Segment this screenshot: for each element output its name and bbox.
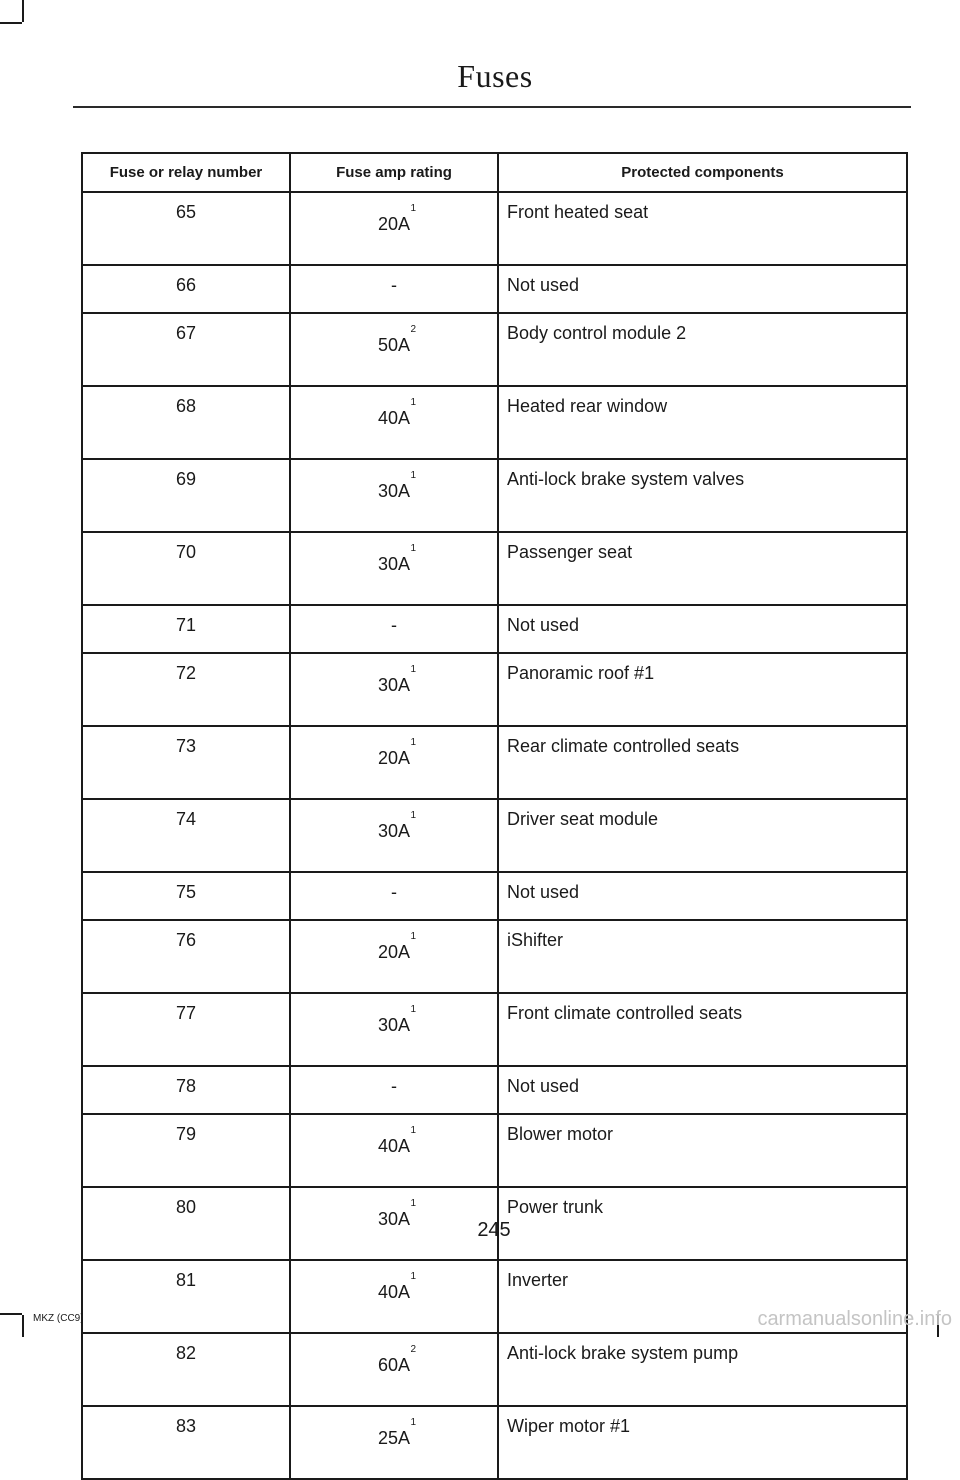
amp-rating-cell [290,459,498,532]
amp-rating-value [377,1417,417,1449]
amp-rating-text: 40A [377,408,411,428]
table-row [82,313,907,386]
fuse-number: 72 [82,653,290,726]
amp-rating-text: 20A [377,214,411,234]
table-row [82,265,907,313]
amp-rating-value [377,1344,417,1376]
table-row [82,920,907,993]
fuse-number: 66 [82,265,290,313]
footnote-marker: 1 [410,397,417,408]
fuse-number: 76 [82,920,290,993]
fuse-number: 79 [82,1114,290,1187]
table-row [82,872,907,920]
fuse-number: 75 [82,872,290,920]
table-row [82,1333,907,1406]
amp-rating-cell [290,192,498,265]
protected-component: iShifter [498,920,907,993]
amp-rating-text: - [391,275,397,295]
table-row [82,993,907,1066]
protected-component: Wiper motor #1 [498,1406,907,1479]
protected-component: Not used [498,605,907,653]
amp-rating-text: 30A [377,675,411,695]
amp-rating-text: 60A [377,1355,411,1375]
amp-rating-cell [290,1066,498,1114]
footnote-marker: 2 [410,1344,417,1355]
table-row [82,653,907,726]
amp-rating-cell [290,1114,498,1187]
amp-rating-value [377,1004,417,1036]
fuse-number: 77 [82,993,290,1066]
amp-rating-text: - [391,882,397,902]
protected-component: Heated rear window [498,386,907,459]
footnote-marker: 1 [410,470,417,481]
protected-component: Front heated seat [498,192,907,265]
footnote-marker: 1 [410,1125,417,1136]
amp-rating-value [377,1125,417,1157]
protected-component: Not used [498,265,907,313]
page-number: 245 [477,1219,511,1241]
amp-rating-text: 50A [377,335,411,355]
amp-rating-text: 30A [377,1015,411,1035]
protected-component: Not used [498,1066,907,1114]
table-row [82,1406,907,1479]
amp-rating-cell [290,532,498,605]
page-title: Fuses [457,58,533,94]
amp-rating-cell [290,872,498,920]
protected-component: Rear climate controlled seats [498,726,907,799]
protected-component: Front climate controlled seats [498,993,907,1066]
crop-mark [0,22,22,24]
table-row [82,1114,907,1187]
header-divider [73,106,911,108]
fuse-number: 78 [82,1066,290,1114]
footnote-marker: 2 [410,324,417,335]
amp-rating-value [377,664,417,696]
footnote-marker: 1 [410,1198,417,1209]
amp-rating-cell [290,1333,498,1406]
amp-rating-cell [290,799,498,872]
table-row [82,532,907,605]
table-row [82,605,907,653]
footnote-marker: 1 [410,737,417,748]
fuse-number: 83 [82,1406,290,1479]
protected-component: Passenger seat [498,532,907,605]
amp-rating-cell [290,920,498,993]
fuse-table [81,152,908,1480]
protected-component: Not used [498,872,907,920]
fuse-number: 69 [82,459,290,532]
amp-rating-value [377,810,417,842]
footnote-marker: 1 [410,1004,417,1015]
table-row [82,799,907,872]
amp-rating-cell [290,993,498,1066]
fuse-table-body [82,192,907,1479]
amp-rating-text: 20A [377,942,411,962]
table-row [82,459,907,532]
crop-mark [22,0,24,22]
fuse-number: 82 [82,1333,290,1406]
amp-rating-value [377,737,417,769]
protected-component: Blower motor [498,1114,907,1187]
amp-rating-value [377,1271,417,1303]
protected-component: Body control module 2 [498,313,907,386]
fuse-number: 70 [82,532,290,605]
amp-rating-value [377,470,417,502]
amp-rating-text: 20A [377,748,411,768]
crop-mark [22,1315,24,1337]
protected-component: Panoramic roof #1 [498,653,907,726]
amp-rating-text: 40A [377,1136,411,1156]
amp-rating-text: 25A [377,1428,411,1448]
fuse-number: 65 [82,192,290,265]
amp-rating-text: 30A [377,821,411,841]
protected-component: Driver seat module [498,799,907,872]
fuse-number: 81 [82,1260,290,1333]
amp-rating-cell [290,726,498,799]
protected-component: Power trunk [498,1187,907,1260]
protected-component: Inverter [498,1260,907,1333]
footnote-marker: 1 [410,543,417,554]
amp-rating-text: 30A [377,1209,411,1229]
table-row [82,1066,907,1114]
amp-rating-value [377,397,417,429]
fuse-number: 73 [82,726,290,799]
amp-rating-cell [290,265,498,313]
fuse-number: 71 [82,605,290,653]
amp-rating-text: - [391,1076,397,1096]
amp-rating-cell [290,605,498,653]
protected-component: Anti-lock brake system pump [498,1333,907,1406]
amp-rating-value [377,324,417,356]
table-row [82,192,907,265]
footnote-marker: 1 [410,1271,417,1282]
column-header-number: Fuse or relay number [82,153,290,192]
amp-rating-text: 40A [377,1282,411,1302]
footnote-marker: 1 [410,1417,417,1428]
crop-mark [0,1313,22,1315]
column-header-components: Protected components [498,153,907,192]
amp-rating-text: 30A [377,554,411,574]
fuse-number: 80 [82,1187,290,1260]
amp-rating-value [391,882,397,903]
watermark: carmanualsonline.info [757,1308,952,1330]
footnote-marker: 1 [410,203,417,214]
amp-rating-value [391,1076,397,1097]
footnote-marker: 1 [410,810,417,821]
amp-rating-cell [290,386,498,459]
fuse-number: 68 [82,386,290,459]
model-code: MKZ (CC9) [33,1313,84,1324]
protected-component: Anti-lock brake system valves [498,459,907,532]
footnote-marker: 1 [410,664,417,675]
footnote-marker: 1 [410,931,417,942]
amp-rating-cell [290,653,498,726]
column-header-amp: Fuse amp rating [290,153,498,192]
amp-rating-cell [290,1406,498,1479]
amp-rating-text: 30A [377,481,411,501]
amp-rating-text: - [391,615,397,635]
amp-rating-value [391,615,397,636]
amp-rating-value [377,203,417,235]
table-row [82,386,907,459]
table-row [82,726,907,799]
table-header-row [82,153,907,192]
fuse-number: 74 [82,799,290,872]
fuse-number: 67 [82,313,290,386]
amp-rating-value [377,931,417,963]
amp-rating-value [391,275,397,296]
amp-rating-cell [290,313,498,386]
amp-rating-value [377,543,417,575]
amp-rating-cell [290,1260,498,1333]
